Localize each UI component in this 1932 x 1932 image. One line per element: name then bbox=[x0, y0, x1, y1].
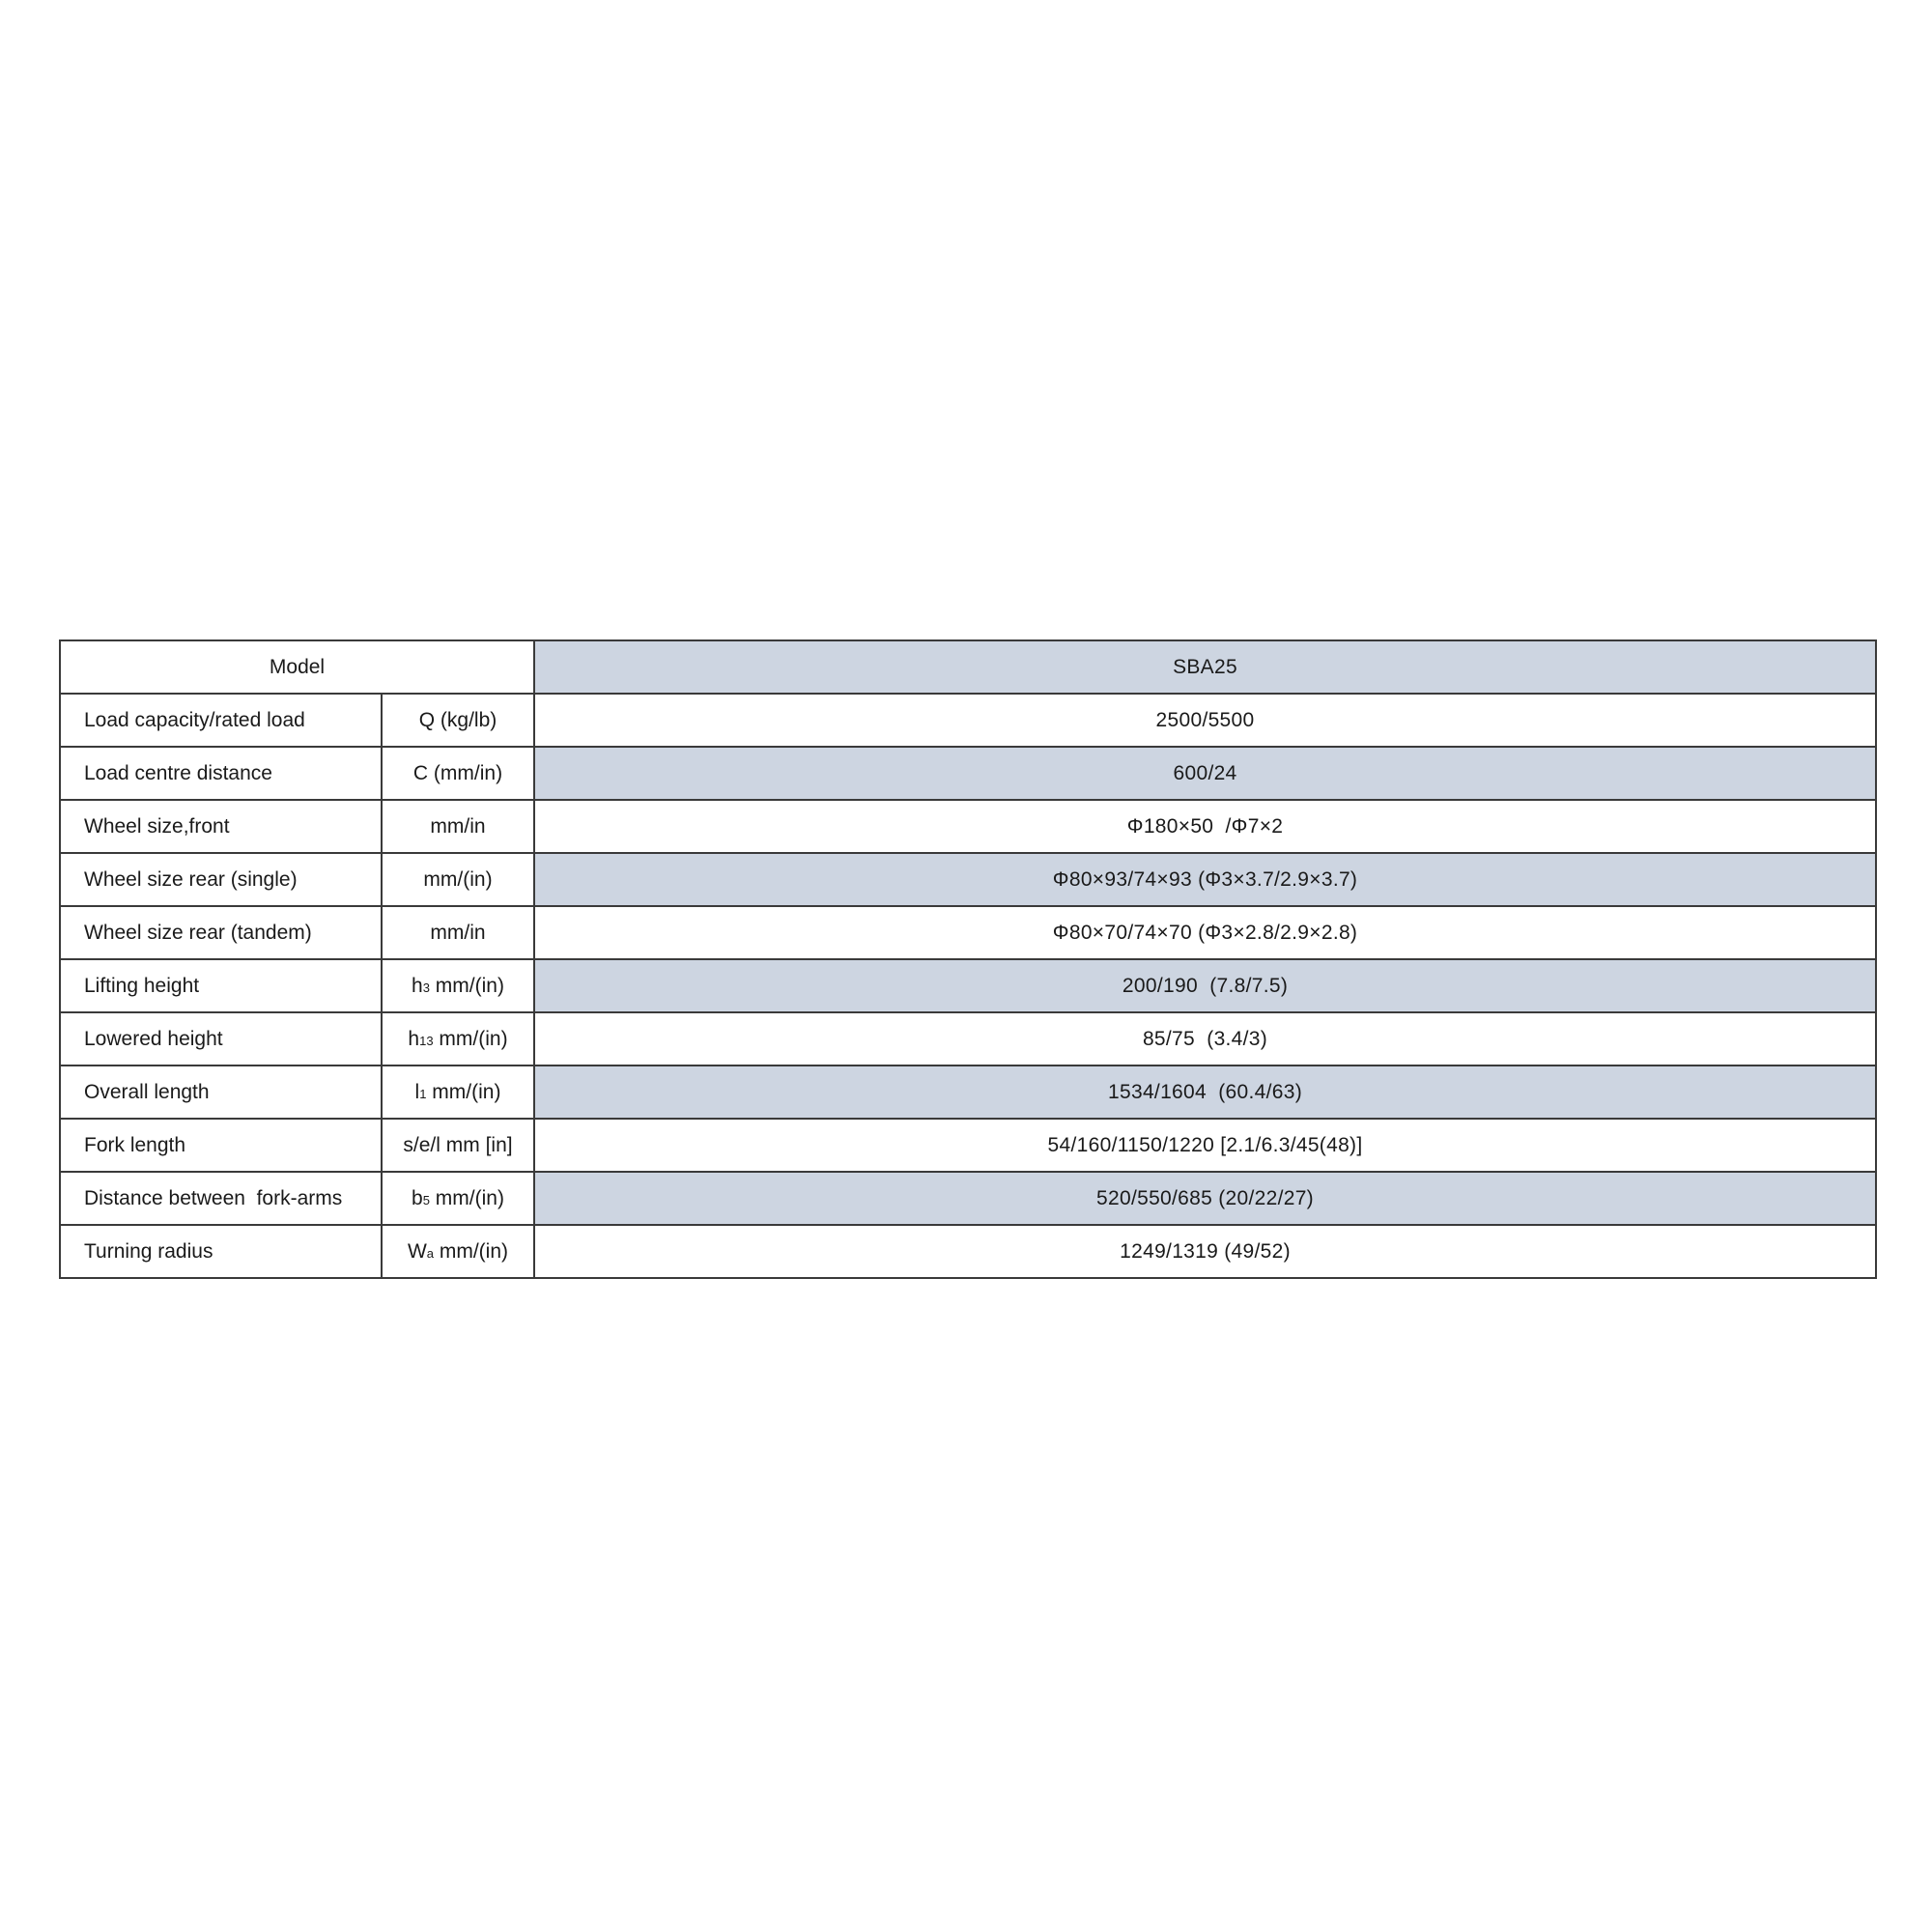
spec-value: 600/24 bbox=[534, 747, 1876, 800]
spec-name: Load centre distance bbox=[60, 747, 382, 800]
table-row bbox=[60, 1065, 1876, 1119]
spec-unit: h13 mm/(in) bbox=[382, 1012, 534, 1065]
spec-unit: C (mm/in) bbox=[382, 747, 534, 800]
spec-name: Wheel size rear (tandem) bbox=[60, 906, 382, 959]
spec-unit: s/e/l mm [in] bbox=[382, 1119, 534, 1172]
spec-value: 200/190 (7.8/7.5) bbox=[534, 959, 1876, 1012]
spec-unit: Q (kg/lb) bbox=[382, 694, 534, 747]
spec-unit: h3 mm/(in) bbox=[382, 959, 534, 1012]
spec-name: Wheel size rear (single) bbox=[60, 853, 382, 906]
spec-name: Lifting height bbox=[60, 959, 382, 1012]
spec-value: 1534/1604 (60.4/63) bbox=[534, 1065, 1876, 1119]
model-value: SBA25 bbox=[534, 640, 1876, 694]
model-label: Model bbox=[60, 640, 534, 694]
spec-name: Wheel size,front bbox=[60, 800, 382, 853]
table-row bbox=[60, 1172, 1876, 1225]
spec-name: Fork length bbox=[60, 1119, 382, 1172]
table-row bbox=[60, 959, 1876, 1012]
table-row bbox=[60, 906, 1876, 959]
table-header-row bbox=[60, 640, 1876, 694]
spec-value: Φ180×50 /Φ7×2 bbox=[534, 800, 1876, 853]
spec-value: Φ80×70/74×70 (Φ3×2.8/2.9×2.8) bbox=[534, 906, 1876, 959]
spec-unit: mm/(in) bbox=[382, 853, 534, 906]
spec-name: Distance between fork-arms bbox=[60, 1172, 382, 1225]
table-row bbox=[60, 694, 1876, 747]
spec-name: Overall length bbox=[60, 1065, 382, 1119]
table-row bbox=[60, 853, 1876, 906]
table-row bbox=[60, 800, 1876, 853]
spec-value: 54/160/1150/1220 [2.1/6.3/45(48)] bbox=[534, 1119, 1876, 1172]
spec-unit: mm/in bbox=[382, 906, 534, 959]
spec-value: 520/550/685 (20/22/27) bbox=[534, 1172, 1876, 1225]
spec-name: Load capacity/rated load bbox=[60, 694, 382, 747]
spec-value: 85/75 (3.4/3) bbox=[534, 1012, 1876, 1065]
table-row bbox=[60, 1012, 1876, 1065]
table-row bbox=[60, 747, 1876, 800]
spec-unit: b5 mm/(in) bbox=[382, 1172, 534, 1225]
spec-table bbox=[59, 639, 1877, 1279]
spec-value: 2500/5500 bbox=[534, 694, 1876, 747]
spec-unit: mm/in bbox=[382, 800, 534, 853]
spec-unit: l1 mm/(in) bbox=[382, 1065, 534, 1119]
spec-unit: Wa mm/(in) bbox=[382, 1225, 534, 1278]
spec-name: Turning radius bbox=[60, 1225, 382, 1278]
spec-name: Lowered height bbox=[60, 1012, 382, 1065]
table-row bbox=[60, 1119, 1876, 1172]
spec-value: 1249/1319 (49/52) bbox=[534, 1225, 1876, 1278]
spec-value: Φ80×93/74×93 (Φ3×3.7/2.9×3.7) bbox=[534, 853, 1876, 906]
table-row bbox=[60, 1225, 1876, 1278]
